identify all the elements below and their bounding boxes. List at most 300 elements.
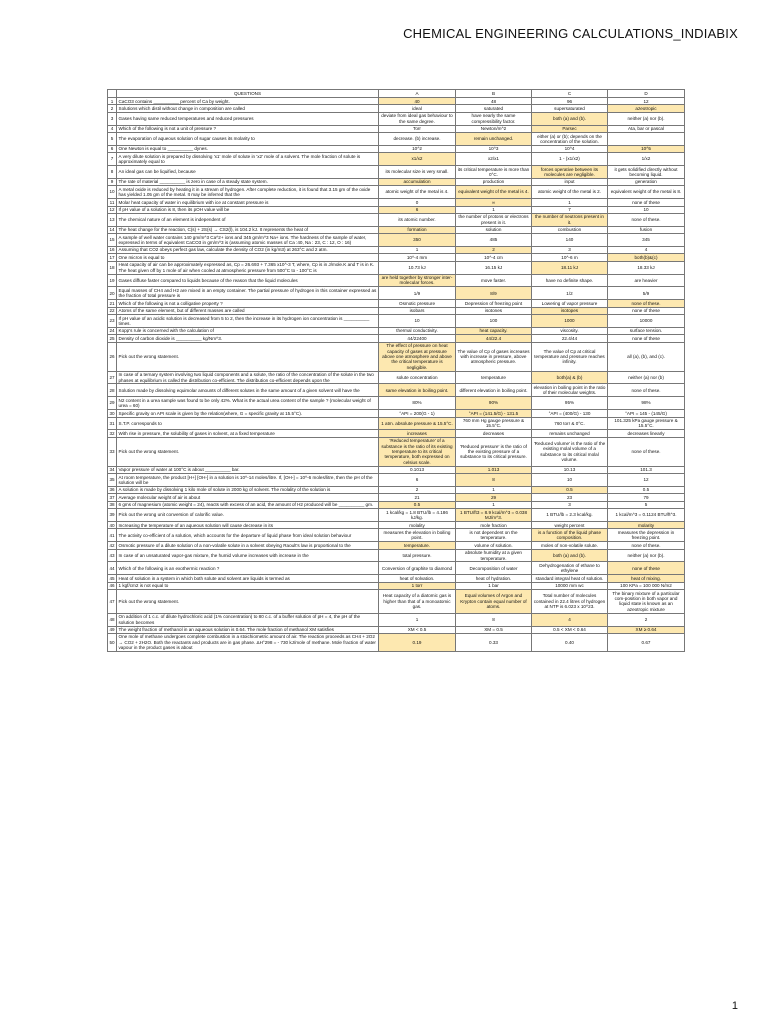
question-text: A metal oxide is reduced by heating it in a stream of hydrogen. After complete reduction, it is found that 3.15 gm of the oxide has yielded 1.05 gm of the metal. It may be inferred that the <box>117 186 379 199</box>
option-b: 'Reduced pressure' is the ratio of the existing pressure of a substance to its critical pressure. <box>456 437 532 466</box>
option-d: 79 <box>608 494 685 501</box>
question-number: 18 <box>108 261 117 274</box>
option-a: 0.5 <box>379 501 456 508</box>
question-number: 11 <box>108 199 117 206</box>
option-b: 1 bar <box>456 582 532 589</box>
option-a: 40 <box>379 98 456 105</box>
question-number: 12 <box>109 207 115 212</box>
table-row <box>108 466 685 473</box>
question-table <box>107 89 685 652</box>
table-row <box>108 430 685 437</box>
option-d: generation <box>608 178 685 185</box>
option-a: atomic weight of the metal is 4. <box>379 186 456 199</box>
question-number: 48 <box>108 613 117 626</box>
option-c: moles of non-volatile solute. <box>532 542 608 549</box>
table-row <box>108 246 685 253</box>
table-row <box>108 186 685 199</box>
option-c: input <box>532 178 608 185</box>
question-number: 40 <box>109 522 115 528</box>
question-text: Heat of solution in a system in which both solute and solvent are liquids is termed as <box>117 575 379 582</box>
option-d: 0.67 <box>608 633 685 651</box>
option-a: 10 <box>379 315 456 328</box>
option-c: 10000 mm wc <box>532 582 608 589</box>
question-text: Which of the following is not a unit of pressure ? <box>117 125 379 132</box>
question-text: At room temperature, the product [H+] [OH-] in a solution is 10^-14 moles/litre. If, [OH-] = 10^-6 moles/litre, then the pH of the solution will be <box>117 474 379 487</box>
question-text: If pH value of a solution is 8, then its pOH value will be <box>117 206 379 213</box>
question-text: The rate of material __________ is zero in case of a steady state system. <box>117 178 379 185</box>
question-text: An ideal gas can be liquified, because <box>117 166 379 179</box>
option-c: 3 <box>532 246 608 253</box>
question-text: The heat change for the reaction, C(s) + 2S(s) → CS2(l), is 104.2 kJ. It represents the heat of <box>117 226 379 233</box>
option-d: 12 <box>608 98 685 105</box>
option-d: are heavier <box>608 274 685 287</box>
table-row <box>108 300 685 307</box>
option-c: °API = (400/G) - 130 <box>532 410 608 417</box>
option-c: is a function of the liquid phase composition. <box>532 529 608 542</box>
table-row <box>108 509 685 522</box>
table-row <box>108 254 685 261</box>
question-text: N2 content in a urea sample was found to be only 42%. What is the actual urea content of the sample ? (molecular weight of urea = 60) <box>117 397 379 410</box>
question-text: Average molecular weight of air is about <box>117 494 379 501</box>
option-a: increases <box>379 430 456 437</box>
question-number: 24 <box>109 328 115 334</box>
table-row <box>108 522 685 529</box>
table-row <box>108 384 685 397</box>
option-b: solution <box>456 226 532 233</box>
question-number: 7 <box>108 153 117 166</box>
option-d: none of these <box>608 307 685 314</box>
option-c: 23 <box>532 494 608 501</box>
option-c: Total number of molecules contained in 22.4 litres of hydrogen at NTP is 6.023 x 10^23. <box>532 590 608 614</box>
question-number: 29 <box>108 397 117 410</box>
option-b: heat capacity. <box>456 327 532 334</box>
option-b: 100 <box>456 315 532 328</box>
table-row <box>108 371 685 384</box>
header-row <box>108 90 685 98</box>
option-b: isotones <box>456 307 532 314</box>
question-number: 19 <box>108 274 117 287</box>
option-d: all (a), (b), and (c). <box>608 342 685 371</box>
option-d: it gets solidified directly without becoming liquid. <box>608 166 685 179</box>
question-number: 2 <box>108 105 117 112</box>
option-a: 44/22400 <box>379 335 456 342</box>
table-row <box>108 105 685 112</box>
question-text: A sample of well water contains 140 gm/m^3 Ca^2+ ions and 345 gm/m^3 Na+ ions. The hardness of the sample of water, expressed in terms of equivalent CaCO3 in gm/m^3 is (assuming atomic masses of Ca :40, Na : 23, C : 12, O : 16) <box>117 234 379 247</box>
option-a: 1 torr <box>379 582 456 589</box>
question-text: Pick out the wrong statement. <box>117 342 379 371</box>
option-b: Newton/m^2 <box>456 125 532 132</box>
option-c: 95% <box>532 397 608 410</box>
table-row <box>108 274 685 287</box>
question-number: 50 <box>108 633 117 651</box>
option-d: none of these <box>608 199 685 206</box>
question-number: 27 <box>108 371 117 384</box>
option-b: remain unchanged. <box>456 133 532 146</box>
question-text: One micron is equal to <box>117 254 379 261</box>
table-row <box>108 261 685 274</box>
option-c: 10.13 <box>532 466 608 473</box>
option-d: 1/x2 <box>608 153 685 166</box>
table-row <box>108 125 685 132</box>
table-row <box>108 397 685 410</box>
option-a: 350 <box>379 234 456 247</box>
table-row <box>108 234 685 247</box>
question-text: Increasing the temperature of an aqueous solution will cause decrease in its <box>117 522 379 529</box>
question-number: 32 <box>109 430 115 436</box>
option-c: 1 BTU/lb = 2.3 kcal/kg. <box>532 509 608 522</box>
question-text: CaCO3 contains __________ percent of Ca by weight. <box>117 98 379 105</box>
question-number: 37 <box>109 494 115 500</box>
option-b: have nearly the same compressibility factor. <box>456 112 532 125</box>
table-row <box>108 549 685 562</box>
option-c: either (a) or (b); depends on the concentration of the solution. <box>532 133 608 146</box>
question-text: A solution is made by dissolving 1 kilo mole of solute in 2000 kg of solvent. The molality of the solution is <box>117 486 379 493</box>
option-d: 100 KPa = 100 000 N/m2 <box>608 582 685 589</box>
option-a: deviate from ideal gas behaviour to the same degree. <box>379 112 456 125</box>
option-a: 10.73 kJ <box>379 261 456 274</box>
option-d: azeotropic <box>608 105 685 112</box>
table-row <box>108 474 685 487</box>
option-c: combustion <box>532 226 608 233</box>
question-number: 16 <box>109 247 115 253</box>
question-text: In case of an unsaturated vapor-gas mixture, the humid volume increases with increase in the <box>117 549 379 562</box>
question-text: Kopp's rule is concerned with the calculation of <box>117 327 379 334</box>
option-d: none of these. <box>608 300 685 307</box>
option-b: 8 <box>456 613 532 626</box>
option-a: 0 <box>379 199 456 206</box>
option-b: 485 <box>456 234 532 247</box>
option-a: 0.19 <box>379 633 456 651</box>
option-a: 1 kcal/kg = 1.8 BTU/lb = 4.186 kJ/kg. <box>379 509 456 522</box>
page-number: 1 <box>731 1000 738 1012</box>
option-a: x1/x2 <box>379 153 456 166</box>
option-c: 10 <box>532 474 608 487</box>
question-text: Solutions which distil without change in composition are called <box>117 105 379 112</box>
option-c: weight percent <box>532 522 608 529</box>
question-text: Molar heat capacity of water in equilibrium with ice at constant pressure is <box>117 199 379 206</box>
option-c: 1 <box>532 199 608 206</box>
question-text: A very dilute solution is prepared by dissolving 'x1' mole of solute in 'x2' mole of a solvent. The mole fraction of solute is approximately equal to <box>117 153 379 166</box>
question-number: 31 <box>108 417 117 430</box>
question-number: 25 <box>109 335 115 341</box>
option-c: 7 <box>532 206 608 213</box>
option-b: temperature <box>456 371 532 384</box>
option-c: 140 <box>532 234 608 247</box>
table-row <box>108 342 685 371</box>
option-d: neither (a) nor (b). <box>608 549 685 562</box>
question-number: 43 <box>108 549 117 562</box>
option-a: Conversion of graphite to diamond <box>379 562 456 575</box>
option-b: 8/9 <box>456 287 532 300</box>
table-row <box>108 133 685 146</box>
option-d: 10 <box>608 206 685 213</box>
option-a: solute concentration <box>379 371 456 384</box>
question-number: 28 <box>108 384 117 397</box>
question-rows <box>108 98 685 652</box>
option-b: 2 <box>456 246 532 253</box>
question-number: 46 <box>109 583 115 589</box>
option-c: 1000 <box>532 315 608 328</box>
table-row <box>108 206 685 213</box>
option-d: none of these <box>608 562 685 575</box>
question-text: Gases having same reduced temperatures and reduced pressures <box>117 112 379 125</box>
question-number: 23 <box>108 315 117 328</box>
question-text: One mole of methane undergoes complete combustion in a stoichiometric amount of air. The reaction proceeds as CH4 + 2O2 → CO2 + 2H2O. Both the reactants and products are in gas phase. ΔH°298 = - 730 kJ/mole of methane. Mole fraction of water vapour in the product gases is about <box>117 633 379 651</box>
option-a: 10^2 <box>379 145 456 152</box>
option-a: 10^-4 mm <box>379 254 456 261</box>
option-c: remains unchanged <box>532 430 608 437</box>
option-d: 101.325 kPa gauge pressure & 15.5°C. <box>608 417 685 430</box>
question-number: 44 <box>108 562 117 575</box>
question-text: Assuming that CO2 obeys perfect gas law, calculate the density of CO2 (in kg/m3) at 263°C and 2 atm. <box>117 246 379 253</box>
option-a: same elevation in boiling point. <box>379 384 456 397</box>
table-row <box>108 633 685 651</box>
option-d: molarity <box>608 522 685 529</box>
question-text: Pick out the wrong unit conversion of calorific value. <box>117 509 379 522</box>
question-number: 5 <box>108 133 117 146</box>
option-b: move faster. <box>456 274 532 287</box>
question-text: Vapor pressure of water at 100°C is about __________ bar. <box>117 466 379 473</box>
option-d: 4 <box>608 246 685 253</box>
option-d <box>608 133 685 146</box>
option-b: equivalent weight of the metal is 4. <box>456 186 532 199</box>
option-d: 0.5 <box>608 486 685 493</box>
header-option-d: D <box>608 90 685 98</box>
table-row <box>108 199 685 206</box>
option-c: viscosity. <box>532 327 608 334</box>
table-row <box>108 112 685 125</box>
option-d: none of these. <box>608 213 685 226</box>
table-row <box>108 226 685 233</box>
option-b: 10^-4 cm <box>456 254 532 261</box>
option-b: heat of hydration. <box>456 575 532 582</box>
question-text: Which of the following is an exothermic reaction ? <box>117 562 379 575</box>
option-d: heat of mixing. <box>608 575 685 582</box>
option-b: decreases <box>456 430 532 437</box>
question-number: 4 <box>108 125 117 132</box>
option-c: supersaturated <box>532 105 608 112</box>
option-d: measures the depression in freezing point. <box>608 529 685 542</box>
table-row <box>108 327 685 334</box>
option-a: are held together by stronger inter-molecular forces. <box>379 274 456 287</box>
question-text: The activity co-efficient of a solution, which accounts for the departure of liquid phase from ideal solution behaviour <box>117 529 379 542</box>
option-d: The binary mixture of a particular com-position in both vapor and liquid state is known as an azeotropic mixture <box>608 590 685 614</box>
option-c: 22.4/44 <box>532 335 608 342</box>
option-a: 1 <box>379 613 456 626</box>
table-row <box>108 410 685 417</box>
option-b: 1 <box>456 206 532 213</box>
option-a: Heat capacity of a diatomic gas is higher than that of a monoatomic gas. <box>379 590 456 614</box>
option-a: Torr <box>379 125 456 132</box>
document-title: CHEMICAL ENGINEERING CALCULATIONS_INDIABIX <box>403 26 738 41</box>
table-row <box>108 575 685 582</box>
question-number: 36 <box>109 487 115 493</box>
question-text: In case of a ternary system involving two liquid components and a solute, the ratio of the concentration of the solute in the two phases at equilibrium is called the distribution co-efficient. The distribution co-efficient depends upon the <box>117 371 379 384</box>
question-number: 41 <box>108 529 117 542</box>
table-row <box>108 417 685 430</box>
option-c: the number of neutrons present in it. <box>532 213 608 226</box>
option-d: equivalent weight of the metal is 8. <box>608 186 685 199</box>
question-number: 13 <box>108 213 117 226</box>
option-a: ideal <box>379 105 456 112</box>
option-c: 3 <box>532 501 608 508</box>
question-text: One Newton is equal to __________ dynes. <box>117 145 379 152</box>
option-d: 1 kcal/m^3 = 0.1124 BTU/ft^3. <box>608 509 685 522</box>
option-b: 1 <box>456 501 532 508</box>
option-b: ∞ <box>456 199 532 206</box>
option-b: volume of solution. <box>456 542 532 549</box>
question-text: Pick out the wrong statement. <box>117 590 379 614</box>
question-number: 21 <box>109 300 115 306</box>
option-b: 760 mm Hg gauge pressure & 15.5°C. <box>456 417 532 430</box>
option-c: forces operative between its molecules are negligible. <box>532 166 608 179</box>
table-row <box>108 166 685 179</box>
option-c: both (a) and (b). <box>532 549 608 562</box>
option-b: Depression of freezing point <box>456 300 532 307</box>
option-a: formation <box>379 226 456 233</box>
option-a: Osmotic pressure <box>379 300 456 307</box>
table-row <box>108 501 685 508</box>
option-c: have no definite shape. <box>532 274 608 287</box>
option-d: 101.3 <box>608 466 685 473</box>
table-row <box>108 582 685 589</box>
table-row <box>108 486 685 493</box>
option-a: heat of solvation. <box>379 575 456 582</box>
question-text: Solution made by dissolving equimolar amounts of different solutes in the same amount of a given solvent will have the <box>117 384 379 397</box>
option-b: XM = 0.5 <box>456 626 532 633</box>
question-number: 14 <box>109 227 115 233</box>
option-b: production <box>456 178 532 185</box>
table-row <box>108 562 685 575</box>
option-b: 48 <box>456 98 532 105</box>
table-row <box>108 153 685 166</box>
option-b: 44/22.4 <box>456 335 532 342</box>
option-a: °API = 200(G - 1) <box>379 410 456 417</box>
option-a: measures the elevation in boiling point. <box>379 529 456 542</box>
option-c: 1/2 <box>532 287 608 300</box>
option-c: 10^-6 m <box>532 254 608 261</box>
option-c: The value of Cp at critical temperature and pressure reaches infinity. <box>532 342 608 371</box>
option-d: 10^5 <box>608 145 685 152</box>
question-text: Atoms of the same element, but of different masses are called <box>117 307 379 314</box>
option-a: The effect of pressure on heat capacity of gases at pressure above one atmosphere and above the critical temperature is negligible. <box>379 342 456 371</box>
option-b: 29 <box>456 494 532 501</box>
option-d: 98% <box>608 397 685 410</box>
question-number: 26 <box>108 342 117 371</box>
table-row <box>108 590 685 614</box>
option-b: 1.013 <box>456 466 532 473</box>
option-c: 0.5 < XM < 0.64 <box>532 626 608 633</box>
option-a: 1 atm. absolute pressure & 15.5°C. <box>379 417 456 430</box>
question-number: 1 <box>108 98 117 105</box>
option-d: both(b)&(c) <box>608 254 685 261</box>
option-b: the number of protons or electrons present in it. <box>456 213 532 226</box>
question-text: Osmotic pressure of a dilute solution of a non-volatile solute in a solvent obeying Raoult's law is proportional to the <box>117 542 379 549</box>
option-c: isotopes <box>532 307 608 314</box>
option-d: 345 <box>608 234 685 247</box>
option-a: 0.1013 <box>379 466 456 473</box>
option-a: 21 <box>379 494 456 501</box>
option-a: 1 <box>379 246 456 253</box>
question-number: 22 <box>109 308 115 314</box>
question-text: S.T.P. corresponds to <box>117 417 379 430</box>
option-b: saturated <box>456 105 532 112</box>
question-number: 33 <box>108 437 117 466</box>
question-text: 1 kgf/cm2 is not equal to <box>117 582 379 589</box>
option-d: fusion <box>608 226 685 233</box>
table-row <box>108 98 685 105</box>
question-table-wrapper <box>107 89 684 652</box>
question-number: 39 <box>108 509 117 522</box>
question-number: 38 <box>109 502 115 508</box>
option-c: Dehydrogenation of ethane to ethylene <box>532 562 608 575</box>
option-a: accumulation <box>379 178 456 185</box>
option-d: 10000 <box>608 315 685 328</box>
option-d: neither (a) nor (b) <box>608 371 685 384</box>
option-c: atomic weight of the metal is 2. <box>532 186 608 199</box>
option-d: °API = 145 - (145/G) <box>608 410 685 417</box>
option-a: 2 <box>379 486 456 493</box>
option-d: 12 <box>608 474 685 487</box>
option-b: mole fraction <box>456 522 532 529</box>
option-b: 10^3 <box>456 145 532 152</box>
option-a: 1/9 <box>379 287 456 300</box>
option-a: 80% <box>379 397 456 410</box>
option-a: 'Reduced temperature' of a substance is the ratio of its existing temperature to its critical temperature, both expressed on celsius scale. <box>379 437 456 466</box>
option-a: its atomic number. <box>379 213 456 226</box>
option-c: elevation in boiling point in the ratio of their molecular weights. <box>532 384 608 397</box>
option-b: Equal volumes of Argon and Krypton contain equal number of atoms. <box>456 590 532 614</box>
question-number: 34 <box>109 467 115 473</box>
option-c: 4 <box>532 613 608 626</box>
option-b: 8 <box>456 474 532 487</box>
option-c: 18.11 kJ <box>532 261 608 274</box>
option-b: 0.33 <box>456 633 532 651</box>
table-row <box>108 529 685 542</box>
question-text: With rise in pressure, the solubility of gases in solvent, at a fixed temperature <box>117 430 379 437</box>
question-text: If pH value of an acidic solution is decreased from 5 to 2, then the increase in its hydrogen ion concentration is __________ times. <box>117 315 379 328</box>
option-c: Parsec <box>532 125 608 132</box>
question-text: 6 gms of magnesium (atomic weight = 24), reacts with excess of an acid, the amount of H2 produced will be __________ gm. <box>117 501 379 508</box>
question-number: 45 <box>109 575 115 581</box>
option-d: 5/9 <box>608 287 685 300</box>
option-d: none of these. <box>608 384 685 397</box>
question-number: 10 <box>108 186 117 199</box>
question-text: Equal masses of CH4 and H2 are mixed in an empty container. The partial pressure of hydrogen in this container expressed as the fraction of total pressure is <box>117 287 379 300</box>
question-number: 47 <box>108 590 117 614</box>
question-number: 3 <box>108 112 117 125</box>
option-b: 1 <box>456 486 532 493</box>
option-a: thermal conductivity. <box>379 327 456 334</box>
option-d: none of these <box>608 335 685 342</box>
option-a: XM < 0.5 <box>379 626 456 633</box>
option-d: none of these. <box>608 542 685 549</box>
option-c: 10^4 <box>532 145 608 152</box>
question-text: Density of carbon dioxide is __________ kg/Nm^3. <box>117 335 379 342</box>
table-row <box>108 287 685 300</box>
option-c: standard integral heat of solution. <box>532 575 608 582</box>
table-row <box>108 335 685 342</box>
table-row <box>108 494 685 501</box>
option-c: both(a) & (b) <box>532 371 608 384</box>
table-row <box>108 213 685 226</box>
option-d: 5 <box>608 501 685 508</box>
question-number: 8 <box>108 166 117 179</box>
option-c: 96 <box>532 98 608 105</box>
option-b: 90% <box>456 397 532 410</box>
option-d: 2 <box>608 613 685 626</box>
option-d: Ata, bar or pascal <box>608 125 685 132</box>
